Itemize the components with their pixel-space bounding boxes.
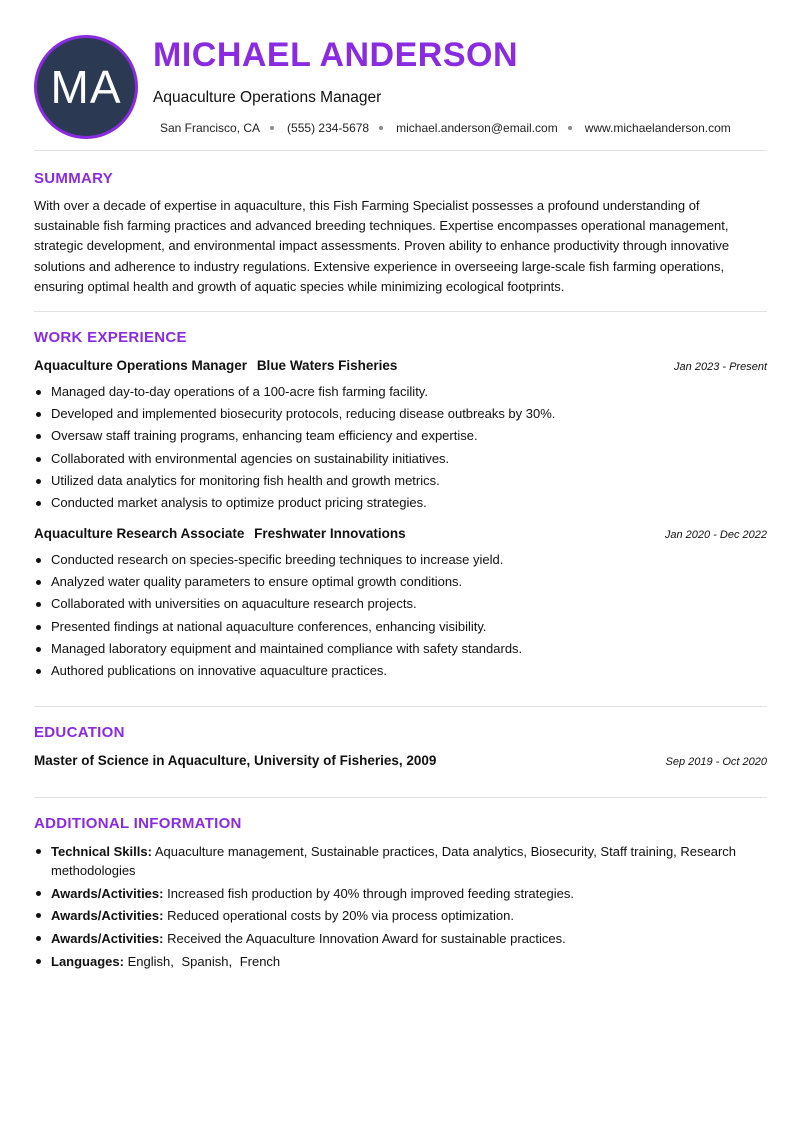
list-item: Developed and implemented biosecurity protocols, reducing disease outbreaks by 30%. [34,403,767,425]
education-dates: Sep 2019 - Oct 2020 [665,756,767,768]
job-role-line [34,358,397,373]
education-heading: EDUCATION [34,724,125,741]
job-bullets [34,381,767,514]
job-dates: Jan 2023 - Present [674,361,767,373]
divider [34,150,767,151]
list-item: Presented findings at national aquaculture conferences, enhancing visibility. [34,616,767,638]
contact-phone: (555) 234-5678 [287,121,370,135]
info-label: Awards/Activities: [51,885,164,901]
list-item: Conducted research on species-specific breeding techniques to increase yield. [34,549,767,571]
list-item: Analyzed water quality parameters to ensure optimal growth conditions. [34,571,767,593]
info-label: Awards/Activities: [51,908,164,923]
languages-item [34,952,767,971]
job-role: Aquaculture Operations Manager [34,358,248,373]
language: Spanish, [181,953,233,969]
job-company: Freshwater Innovations [254,526,406,541]
job-bullets [34,549,767,682]
separator-dot [568,126,572,130]
language: English, [127,953,174,969]
contact-email: michael.anderson@email.com [396,121,558,135]
contact-line [160,121,731,135]
divider [34,797,767,798]
contact-location: San Francisco, CA [160,121,261,135]
list-item [34,906,767,925]
list-item [34,842,767,880]
info-text: Increased fish production by 40% through improved feeding strategies. [167,885,574,901]
additional-info-list [34,842,767,974]
info-text: Reduced operational costs by 20% via process optimization. [167,908,514,923]
candidate-name: MICHAEL ANDERSON [153,36,519,74]
education-entry [34,753,767,768]
job-dates: Jan 2020 - Dec 2022 [664,529,767,541]
job-role-line [34,526,406,541]
divider [34,311,767,312]
avatar [34,35,138,139]
divider [34,706,767,707]
list-item: Managed laboratory equipment and maintained compliance with safety standards. [34,638,767,660]
candidate-title: Aquaculture Operations Manager [153,89,382,106]
info-text: Received the Aquaculture Innovation Award for sustainable practices. [167,930,566,946]
contact-website: www.michaelanderson.com [584,121,731,135]
separator-dot [270,126,274,130]
job-role: Aquaculture Research Associate [34,526,245,541]
job-header [34,526,767,541]
list-item [34,884,767,903]
degree: Master of Science in Aquaculture, University of Fisheries, 2009 [34,753,437,768]
list-item: Utilized data analytics for monitoring fish health and growth metrics. [34,470,767,492]
list-item: Collaborated with universities on aquaculture research projects. [34,593,767,615]
language: French [239,953,281,969]
avatar-initials: MA [50,61,122,113]
job-company: Blue Waters Fisheries [256,358,398,373]
work-experience-heading: WORK EXPERIENCE [34,329,187,346]
list-item: Managed day-to-day operations of a 100-acre fish farming facility. [34,381,767,403]
job-header [34,358,767,373]
info-label: Awards/Activities: [51,930,164,946]
list-item: Authored publications on innovative aquaculture practices. [34,660,767,682]
list-item: Collaborated with environmental agencies on sustainability initiatives. [34,448,767,470]
list-item: Conducted market analysis to optimize product pricing strategies. [34,492,767,514]
list-item [34,929,767,948]
list-item: Oversaw staff training programs, enhancing team efficiency and expertise. [34,425,767,447]
info-label: Technical Skills: [51,844,152,859]
info-text: Aquaculture management, Sustainable practices, Data analytics, Biosecurity, Staff training, Research methodologies [51,844,737,878]
languages-label: Languages: [51,953,124,969]
separator-dot [379,126,383,130]
summary-text: With over a decade of expertise in aquaculture, this Fish Farming Specialist possesses a profound understanding of sustainable fish farming practices and advanced breeding techniques. Expertise encompasses operational management, strategic development, and environmental impact assessments. Proven ability to enhance productivity through innovative solutions and adherence to industry regulations. Extensive experience in overseeing large-scale fish farming operations, ensuring optimal health and growth of aquatic species while minimizing ecological footprints. [34,198,730,294]
additional-info-heading: ADDITIONAL INFORMATION [34,815,242,832]
summary-heading: SUMMARY [34,170,114,187]
